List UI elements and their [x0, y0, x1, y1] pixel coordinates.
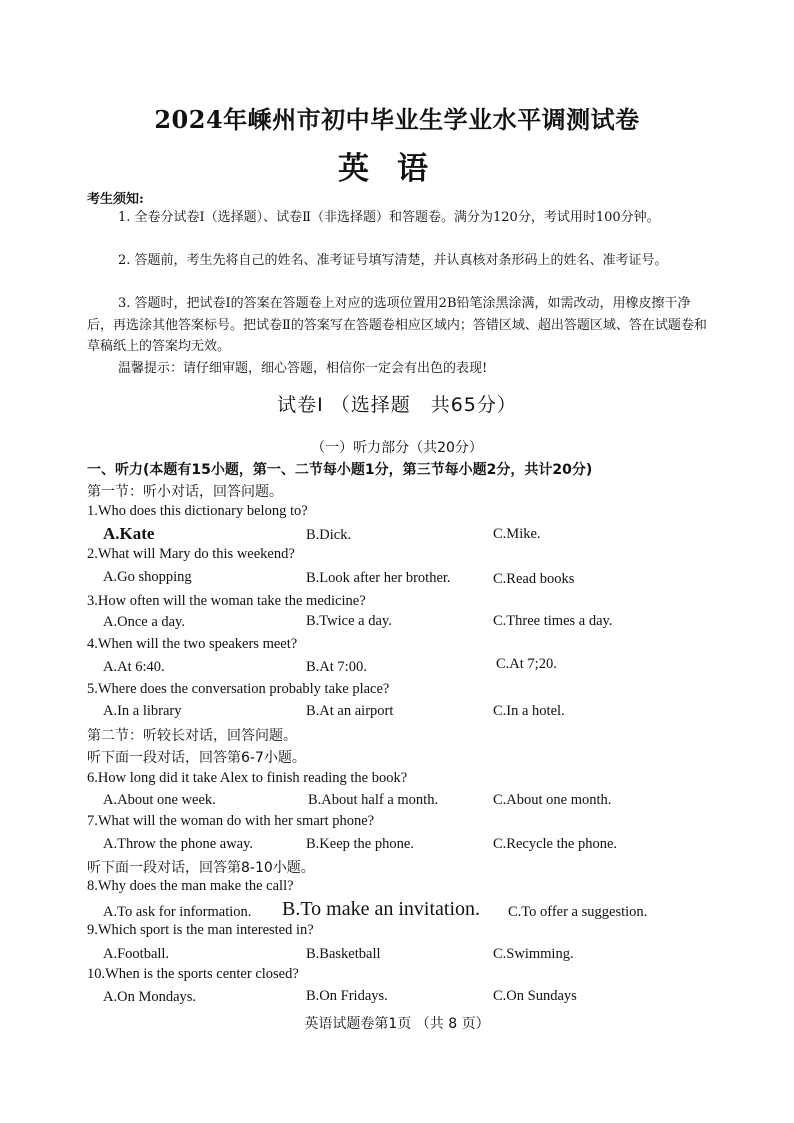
notice-heading: 考生须知: [87, 192, 144, 207]
option-b: B.About half a month. [308, 792, 439, 808]
question-text: 9.Which sport is the man interested in? [87, 922, 314, 938]
notice-item: 1. 全卷分试卷Ⅰ（选择题）、试卷Ⅱ（非选择题）和答题卷。满分为120分，考试用时100分钟。 [118, 210, 660, 225]
option-c: C.Three times a day. [493, 613, 613, 629]
page-footer: 英语试题卷第1页 （共 8 页） [304, 1016, 490, 1032]
question-text: 6.How long did it take Alex to finish reading the book? [87, 770, 408, 786]
option-c: C.Read books [493, 571, 575, 587]
option-c: C.About one month. [493, 792, 612, 808]
question-text: 7.What will the woman do with her smart phone? [87, 813, 375, 829]
paper-title: 试卷Ⅰ （选择题 共65分） [277, 394, 517, 416]
question-text: 3.How often will the woman take the medicine? [87, 593, 366, 609]
section1-heading: 第一节：听小对话，回答问题。 [87, 484, 283, 500]
option-a: A.About one week. [103, 792, 216, 808]
option-b: B.To make an invitation. [282, 898, 481, 920]
question-text: 5.Where does the conversation probably take place? [87, 681, 390, 697]
option-b: B.On Fridays. [306, 988, 388, 1004]
exam-title: 2024年嵊州市初中毕业生学业水平调测试卷 [154, 105, 640, 134]
option-a: A.In a library [103, 703, 182, 719]
section2-heading: 第二节：听较长对话，回答问题。 [87, 728, 297, 744]
notice-tip: 温馨提示：请仔细审题，细心答题，相信你一定会有出色的表现! [118, 361, 488, 376]
option-a: A.Once a day. [103, 614, 185, 630]
option-b: B.Dick. [306, 527, 352, 543]
notice-item: 2. 答题前，考生先将自己的姓名、准考证号填写清楚，并认真核对条形码上的姓名、准考证号。 [118, 253, 668, 268]
option-a: A.On Mondays. [103, 989, 197, 1005]
question-text: 1.Who does this dictionary belong to? [87, 503, 308, 519]
option-c: C.Swimming. [493, 946, 574, 962]
option-b: B.At an airport [306, 703, 394, 719]
option-c: C.To offer a suggestion. [508, 904, 648, 920]
group-note: 听下面一段对话，回答第8-10小题。 [87, 860, 315, 876]
option-a: A.Go shopping [103, 569, 192, 585]
option-b: B.At 7:00. [306, 659, 367, 675]
option-a: A.To ask for information. [103, 904, 252, 920]
option-a: A.At 6:40. [103, 659, 165, 675]
group-note: 听下面一段对话，回答第6-7小题。 [87, 750, 306, 766]
section-heading: 一、听力(本题有15小题，第一、二节每小题1分，第三节每小题2分，共计20分) [87, 462, 593, 478]
option-c: C.At 7;20. [496, 656, 557, 672]
option-b: B.Look after her brother. [306, 570, 451, 586]
option-a: A.Football. [103, 946, 170, 962]
option-a: A.Throw the phone away. [103, 836, 254, 852]
option-c: C.In a hotel. [493, 703, 565, 719]
option-c: C.On Sundays [493, 988, 577, 1004]
question-text: 2.What will Mary do this weekend? [87, 546, 295, 562]
question-text: 8.Why does the man make the call? [87, 878, 294, 894]
option-c: C.Recycle the phone. [493, 836, 618, 852]
question-text: 10.When is the sports center closed? [87, 966, 299, 982]
notice-item: 3. 答题时，把试卷Ⅰ的答案在答题卷上对应的选项位置用2B铅笔涂黑涂满，如需改动，用橡皮擦干净后，再选涂其他答案标号。把试卷Ⅱ的答案写在答题卷相应区域内；答错区域、超出答题区域、答在试题卷和草稿纸上的答案均无效。 [87, 296, 707, 354]
option-c: C.Mike. [493, 526, 541, 542]
option-b: B.Keep the phone. [306, 836, 414, 852]
option-b: B.Twice a day. [306, 613, 392, 629]
option-b: B.Basketball [306, 946, 381, 962]
option-a: A.Kate [103, 524, 155, 543]
question-text: 4.When will the two speakers meet? [87, 636, 298, 652]
subject-title: 英语 [338, 151, 456, 187]
part-title: （一）听力部分（共20分） [311, 440, 483, 456]
